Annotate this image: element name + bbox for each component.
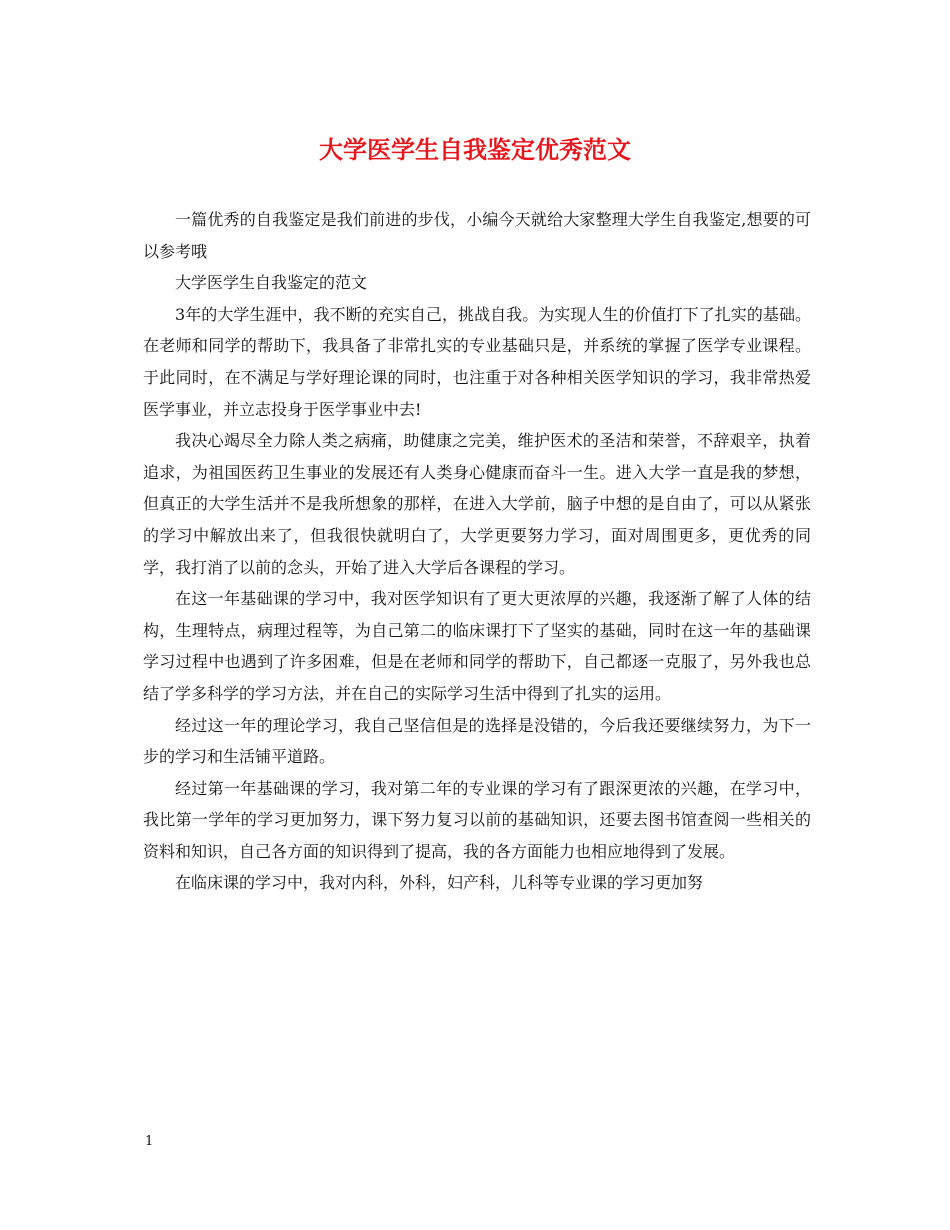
document-body (143, 204, 811, 899)
paragraph: 我决心竭尽全力除人类之病痛，助健康之完美，维护医术的圣洁和荣誉，不辞艰辛，执着追求，为祖国医药卫生事业的发展还有人类身心健康而奋斗一生。进入大学一直是我的梦想，但真正的大学生活并不是我所想象的那样，在进入大学前，脑子中想的是自由了，可以从紧张的学习中解放出来了，但我很快就明白了，大学更要努力学习，面对周围更多，更优秀的同学，我打消了以前的念头，开始了进入大学后各课程的学习。 (143, 431, 811, 577)
paragraph-subheading: 大学医学生自我鉴定的范文 (175, 273, 368, 293)
paragraph: 3年的大学生涯中，我不断的充实自己，挑战自我。为实现人生的价值打下了扎实的基础。在老师和同学的帮助下，我具备了非常扎实的专业基础只是，并系统的掌握了医学专业课程。于此同时，在不满足与学好理论课的同时，也注重于对各种相关医学知识的学习，我非常热爱医学事业，并立志投身于医学事业中去! (143, 304, 811, 419)
paragraph: 在临床课的学习中，我对内科，外科，妇产科，儿科等专业课的学习更加努 (175, 873, 704, 893)
page-number: 1 (145, 1134, 154, 1149)
paragraph-intro: 一篇优秀的自我鉴定是我们前进的步伐，小编今天就给大家整理大学生自我鉴定,想要的可以参考哦 (143, 210, 811, 261)
document-title: 大学医学生自我鉴定优秀范文 (319, 135, 631, 164)
paragraph: 经过第一年基础课的学习，我对第二年的专业课的学习有了跟深更浓的兴趣，在学习中，我比第一学年的学习更加努力，课下努力复习以前的基础知识，还要去图书馆查阅一些相关的资料和知识，自己各方面的知识得到了提高，我的各方面能力也相应地得到了发展。 (143, 778, 811, 861)
paragraph: 在这一年基础课的学习中，我对医学知识有了更大更浓厚的兴趣，我逐渐了解了人体的结构，生理特点，病理过程等，为自己第二的临床课打下了坚实的基础，同时在这一年的基础课学习过程中也遇到了许多困难，但是在老师和同学的帮助下，自己都逐一克服了，另外我也总结了学多科学的学习方法，并在自己的实际学习生活中得到了扎实的运用。 (143, 589, 811, 703)
paragraph: 经过这一年的理论学习，我自己坚信但是的选择是没错的，今后我还要继续努力，为下一步的学习和生活铺平道路。 (143, 715, 811, 767)
